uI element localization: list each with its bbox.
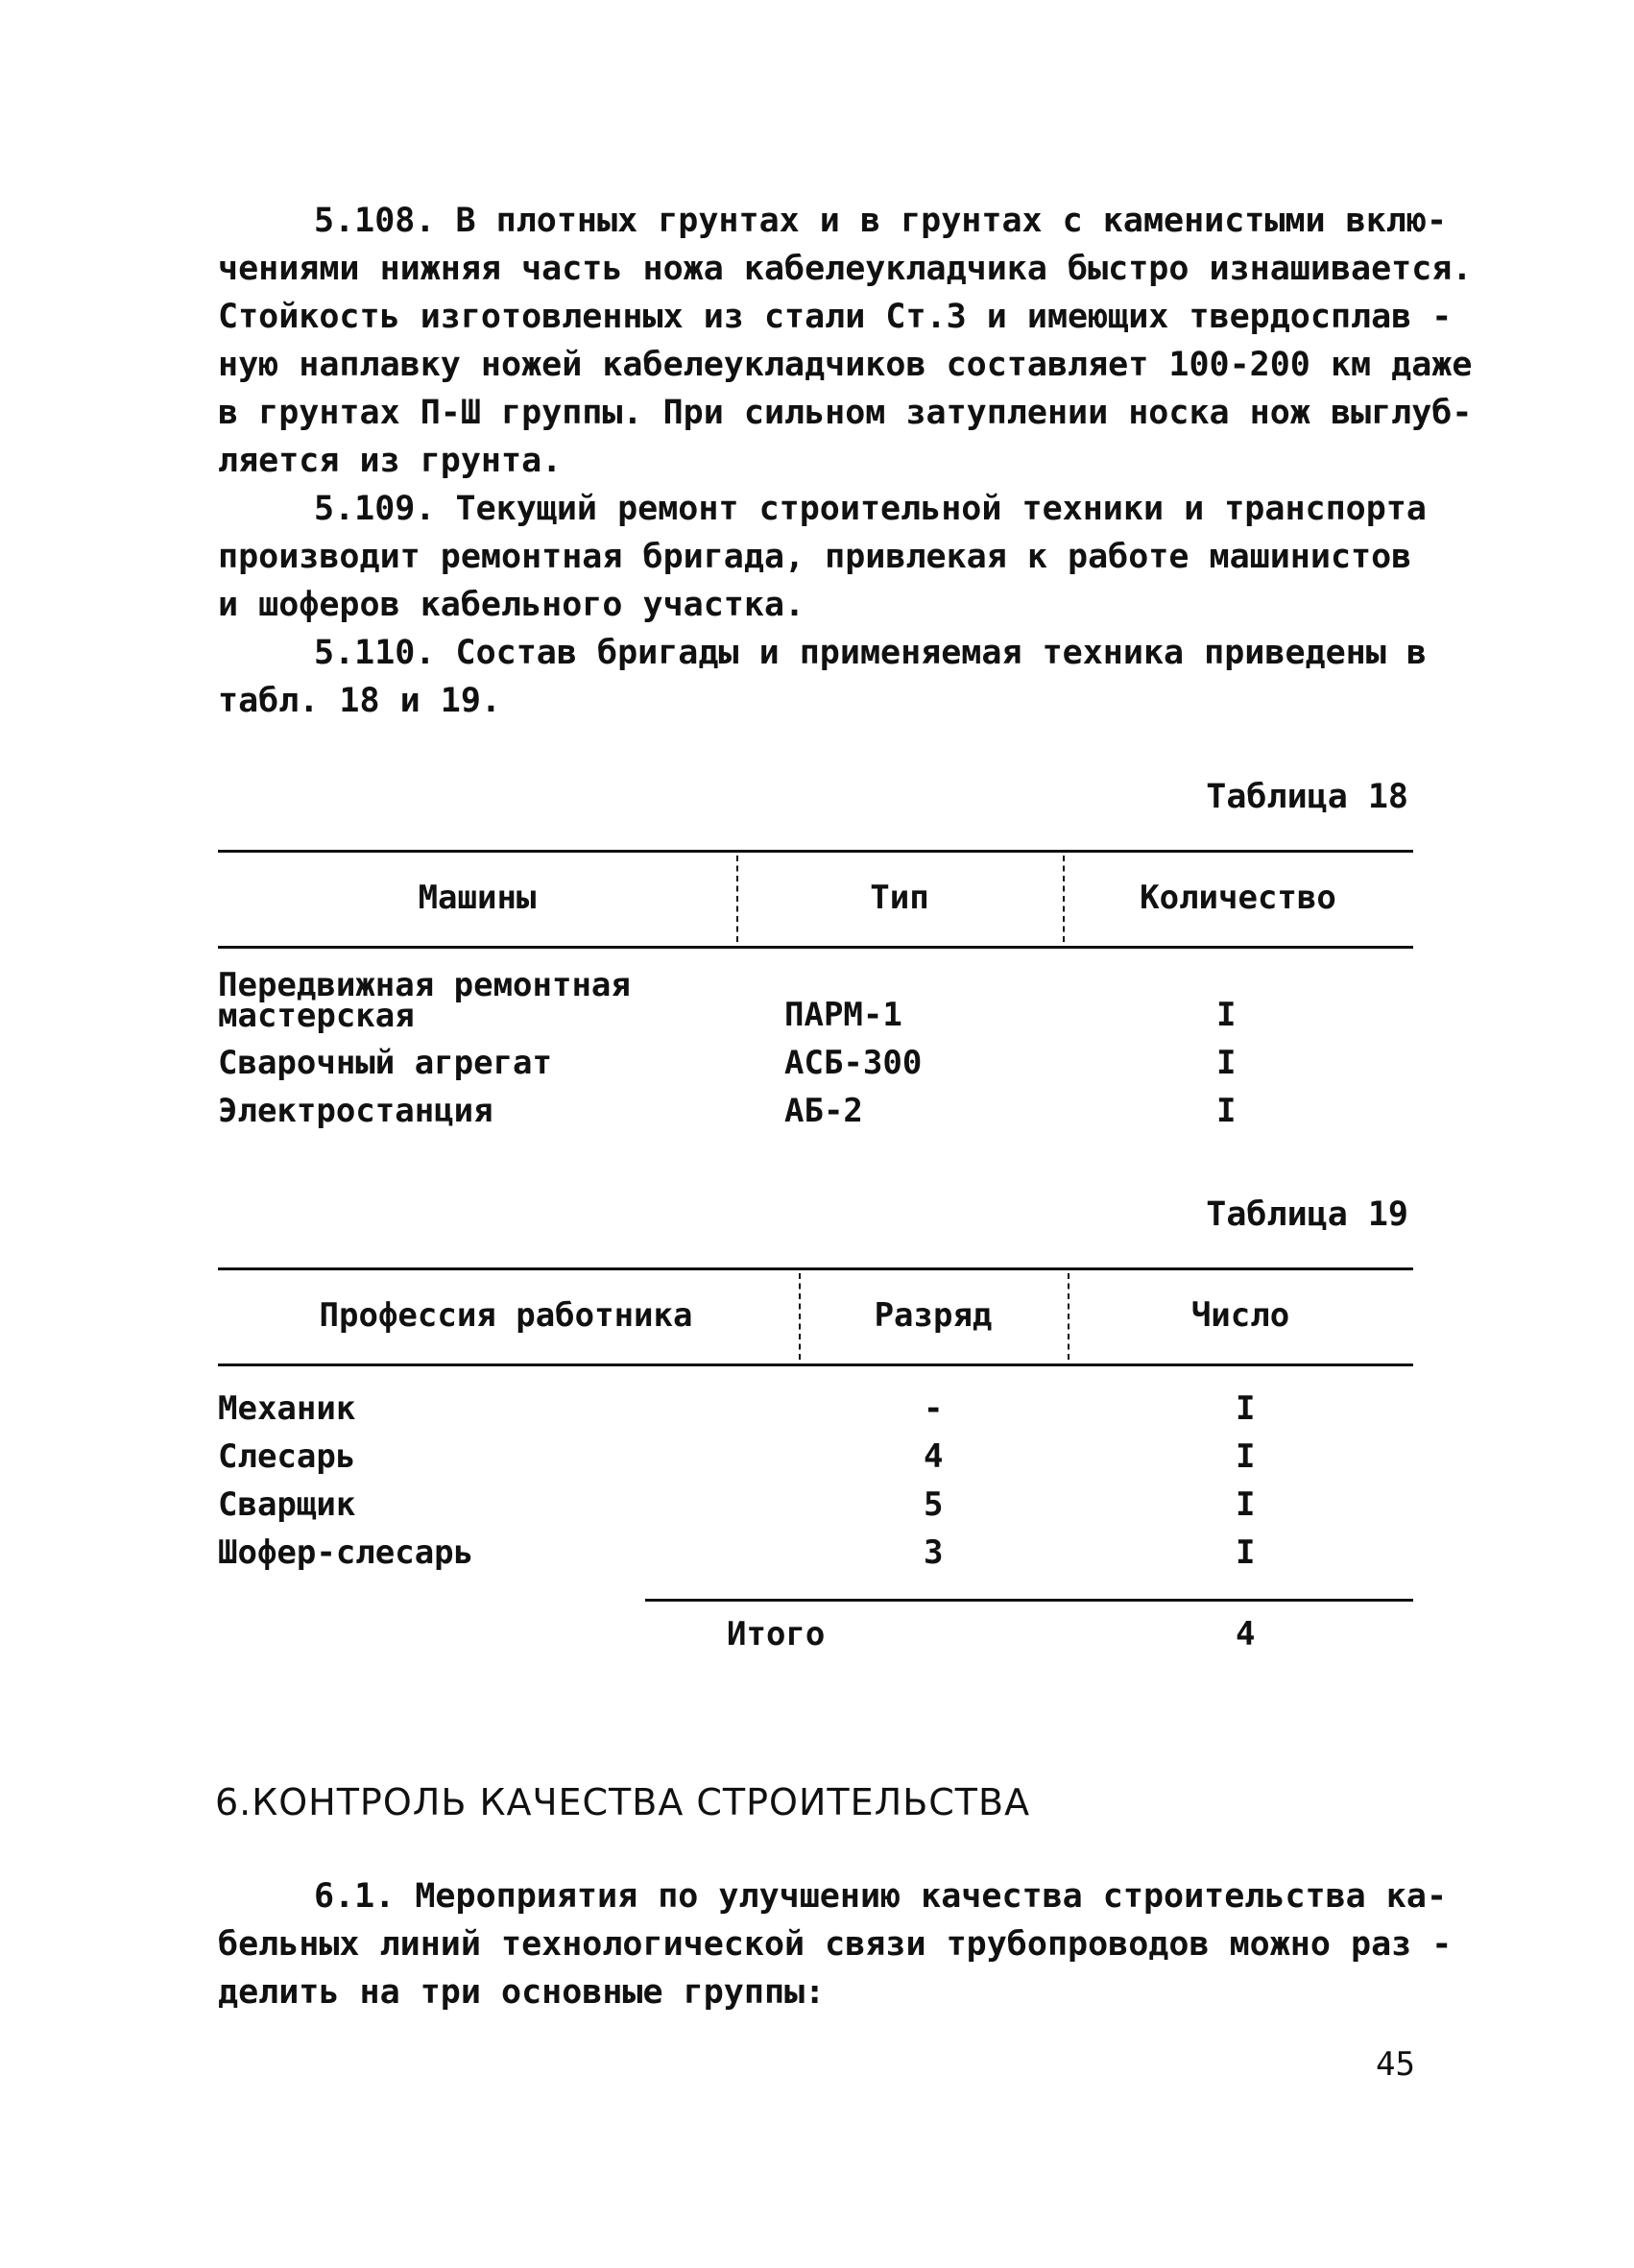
text-line: 5.110. Состав бригады и применяемая техника приведены в: [314, 634, 1427, 672]
table18-header-type: Тип: [870, 879, 929, 917]
table-cell-name: Шофер-слесарь: [218, 1533, 474, 1572]
page-number: 45: [1376, 2045, 1415, 2084]
text-line: ляется из грунта.: [218, 442, 563, 480]
table-cell-name: Сварщик: [218, 1485, 356, 1524]
text-line: Стойкость изготовленных из стали Ст.3 и имеющих твердосплав -: [218, 298, 1453, 336]
text-line: табл. 18 и 19.: [218, 682, 502, 720]
text-line: и шоферов кабельного участка.: [218, 586, 805, 624]
table-cell-count: I: [1236, 1437, 1256, 1476]
table19-header-count: Число: [1190, 1296, 1290, 1335]
table-cell-name: Передвижная ремонтная мастерская: [218, 966, 631, 1035]
table-cell-name: Механик: [218, 1389, 356, 1428]
table-cell-type: АБ-2: [784, 1092, 863, 1130]
text-line: ную наплавку ножей кабелеукладчиков составляет 100-200 км даже: [218, 346, 1473, 384]
paragraph-6-1: [218, 1872, 1453, 2016]
paragraph-5-109: [218, 485, 1427, 629]
table-cell-count: I: [1236, 1485, 1256, 1524]
table18-caption: Таблица 18: [1206, 778, 1408, 816]
table-rule: [218, 946, 1413, 949]
total-value: 4: [1236, 1615, 1256, 1653]
table18-header-machines: Машины: [418, 879, 537, 917]
table19-header-profession: Профессия работника: [319, 1296, 693, 1335]
text-line: 5.109. Текущий ремонт строительной техники и транспорта: [314, 490, 1427, 528]
table-cell-qty: I: [1216, 1092, 1237, 1130]
total-label: Итого: [727, 1615, 826, 1653]
table19-header-grade: Разряд: [874, 1296, 993, 1335]
table-cell-grade: 4: [924, 1437, 944, 1476]
table-cell-grade: 5: [924, 1485, 944, 1524]
table-cell-qty: I: [1216, 1044, 1237, 1082]
table-cell-count: I: [1236, 1389, 1256, 1428]
table-cell-name: Слесарь: [218, 1437, 356, 1476]
text-line: делить на три основные группы:: [218, 1973, 826, 2012]
paragraph-5-108: [218, 197, 1473, 485]
text-line: чениями нижняя часть ножа кабелеукладчика быстро изнашивается.: [218, 250, 1473, 288]
table-cell-type: ПАРМ-1: [784, 996, 902, 1034]
table-cell-grade: -: [924, 1389, 944, 1428]
text-line: 6.1. Мероприятия по улучшению качества строительства ка-: [314, 1877, 1448, 1916]
text-line: 5.108. В плотных грунтах и в грунтах с каменистыми вклю-: [314, 202, 1448, 240]
table19-caption: Таблица 19: [1206, 1195, 1408, 1234]
table-cell-qty: I: [1216, 996, 1237, 1034]
table-cell-type: АСБ-300: [784, 1044, 923, 1082]
table-rule: [218, 1363, 1413, 1366]
text-line: бельных линий технологической связи трубопроводов можно раз -: [218, 1925, 1453, 1964]
table-cell-name: Электростанция: [218, 1092, 493, 1130]
total-rule: [645, 1599, 1413, 1602]
table18-header-qty: Количество: [1140, 879, 1336, 917]
text-line: производит ремонтная бригада, привлекая к работе машинистов: [218, 538, 1412, 576]
table-18: [218, 850, 1413, 1157]
table-19: [218, 1267, 1413, 1671]
table-cell-name: Сварочный агрегат: [218, 1044, 552, 1082]
table-cell-count: I: [1236, 1533, 1256, 1572]
text-line: в грунтах П-Ш группы. При сильном затуплении носка нож выглуб-: [218, 394, 1473, 432]
paragraph-5-110: [218, 629, 1427, 725]
section-heading: 6.КОНТРОЛЬ КАЧЕСТВА СТРОИТЕЛЬСТВА: [215, 1781, 1031, 1823]
table-cell-grade: 3: [924, 1533, 944, 1572]
